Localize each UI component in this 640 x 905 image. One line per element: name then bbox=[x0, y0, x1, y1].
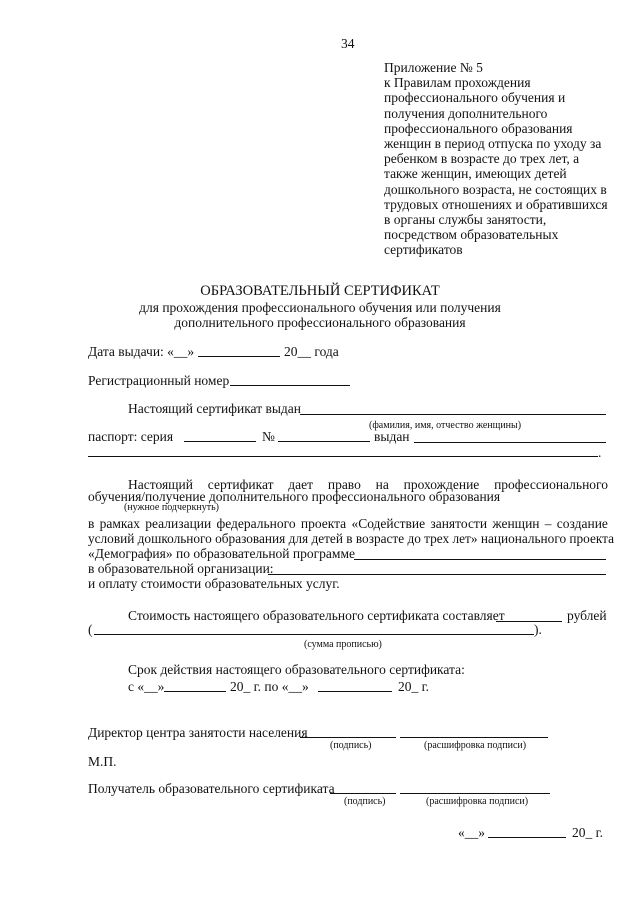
body-word: проекта bbox=[300, 516, 347, 531]
director-label: Директор центра занятости населения bbox=[88, 725, 308, 740]
cost-open-paren: ( bbox=[88, 622, 93, 637]
appendix-line: профессионального образования bbox=[384, 120, 573, 136]
validity-to-line[interactable] bbox=[318, 691, 392, 692]
body-line-6: в образовательной организации: bbox=[88, 561, 274, 576]
body-word: создание bbox=[556, 516, 608, 531]
passport-issued-line[interactable] bbox=[414, 442, 606, 443]
issued-to-hint: (фамилия, имя, отчество женщины) bbox=[369, 420, 522, 431]
appendix-line: Приложение № 5 bbox=[384, 60, 483, 75]
passport-issued-label: выдан bbox=[374, 429, 410, 444]
passport-series-line[interactable] bbox=[184, 441, 256, 442]
body-word: занятости bbox=[430, 516, 488, 531]
passport-series-label: паспорт: серия bbox=[88, 429, 174, 444]
cost-amount-line[interactable] bbox=[496, 621, 562, 622]
passport-number-label: № bbox=[262, 429, 275, 444]
body-word: на bbox=[375, 477, 389, 492]
document-subtitle-1: для прохождения профессионального обучения или получения bbox=[139, 300, 501, 315]
registration-number-line[interactable] bbox=[230, 385, 350, 386]
program-line[interactable] bbox=[354, 559, 606, 560]
issued-to-label: Настоящий сертификат выдан bbox=[128, 401, 301, 416]
body-word: – bbox=[544, 516, 552, 531]
director-decode-hint: (расшифровка подписи) bbox=[424, 740, 527, 751]
validity-from-line[interactable] bbox=[164, 691, 226, 692]
cost-words-line[interactable] bbox=[94, 634, 534, 635]
director-sign-line[interactable] bbox=[300, 737, 396, 738]
director-sign-hint: (подпись) bbox=[330, 740, 372, 751]
appendix-line: дошкольного возраста, не состоящих в bbox=[384, 181, 607, 197]
body-line-2-hint: (нужное подчеркнуть) bbox=[124, 502, 219, 513]
validity-year-to: 20_ г. bbox=[398, 679, 430, 694]
body-word: Настоящий bbox=[128, 477, 194, 492]
body-word: в bbox=[88, 516, 95, 531]
body-word: федерального bbox=[216, 516, 296, 531]
body-word: рамках bbox=[99, 516, 141, 531]
issue-date-year: 20__ года bbox=[284, 344, 339, 359]
issue-date-month-line[interactable] bbox=[198, 356, 280, 357]
appendix-line: сертификатов bbox=[384, 242, 463, 258]
body-word: женщин bbox=[492, 516, 540, 531]
body-line-4: условий дошкольного образования для детей в возрасте до трех лет» национального проекта bbox=[88, 531, 615, 546]
recipient-sign-line[interactable] bbox=[330, 793, 396, 794]
body-word: право bbox=[327, 477, 361, 492]
appendix-line: женщин в период отпуска по уходу за bbox=[384, 136, 602, 151]
validity-year-from: 20_ г. по «__» bbox=[230, 679, 309, 694]
cost-currency: рублей bbox=[567, 608, 607, 623]
validity-label: Срок действия настоящего образовательного сертификата: bbox=[128, 662, 465, 677]
appendix-line: трудовых отношениях и обратившихся bbox=[384, 196, 608, 212]
appendix-line: также женщин, имеющих детей bbox=[384, 166, 567, 182]
recipient-decode-line[interactable] bbox=[400, 793, 550, 794]
stamp-label: М.П. bbox=[88, 754, 117, 769]
body-line-5: «Демография» по образовательной программе bbox=[88, 546, 355, 561]
body-word: сертификат bbox=[207, 477, 274, 492]
recipient-sign-hint: (подпись) bbox=[344, 796, 386, 807]
cost-hint: (сумма прописью) bbox=[304, 639, 382, 650]
body-word: «Содействие bbox=[351, 516, 426, 531]
body-line-2: обучения/получение дополнительного профессионального образования bbox=[88, 489, 501, 504]
body-word: профессионального bbox=[494, 477, 608, 492]
body-line-3 bbox=[88, 517, 608, 531]
validity-from: с «__» bbox=[128, 679, 165, 694]
appendix-line: получения дополнительного bbox=[384, 105, 548, 121]
document-subtitle-2: дополнительного профессионального образования bbox=[174, 315, 466, 330]
recipient-decode-hint: (расшифровка подписи) bbox=[426, 796, 529, 807]
body-word: дает bbox=[288, 477, 314, 492]
final-date-year: 20_ г. bbox=[572, 825, 604, 840]
passport-issued-line-2[interactable] bbox=[88, 456, 598, 457]
cost-close-paren: ). bbox=[534, 622, 542, 637]
cost-label: Стоимость настоящего образовательного сертификата составляет bbox=[128, 608, 505, 623]
final-date-day: «__» bbox=[458, 825, 485, 840]
appendix-line: к Правилам прохождения bbox=[384, 75, 531, 91]
body-word: прохождение bbox=[403, 477, 480, 492]
director-decode-line[interactable] bbox=[400, 737, 548, 738]
final-date-line[interactable] bbox=[488, 837, 566, 838]
appendix-line: ребенком в возрасте до трех лет, а bbox=[384, 151, 580, 167]
issued-to-line[interactable] bbox=[300, 414, 606, 415]
page-number: 34 bbox=[341, 36, 355, 51]
appendix-line: профессионального обучения и bbox=[384, 90, 566, 106]
recipient-label: Получатель образовательного сертификата bbox=[88, 781, 335, 796]
body-word: реализации bbox=[145, 516, 212, 531]
passport-number-line[interactable] bbox=[278, 441, 370, 442]
passport-end-mark: . bbox=[598, 445, 602, 460]
document-title: ОБРАЗОВАТЕЛЬНЫЙ СЕРТИФИКАТ bbox=[200, 283, 440, 299]
organization-line[interactable] bbox=[268, 574, 606, 575]
issue-date-label: Дата выдачи: «__» bbox=[88, 344, 195, 359]
registration-label: Регистрационный номер bbox=[88, 373, 230, 388]
appendix-line: в органы службы занятости, bbox=[384, 212, 547, 227]
body-line-7: и оплату стоимости образовательных услуг. bbox=[88, 576, 340, 591]
appendix-line: посредством образовательных bbox=[384, 227, 559, 243]
